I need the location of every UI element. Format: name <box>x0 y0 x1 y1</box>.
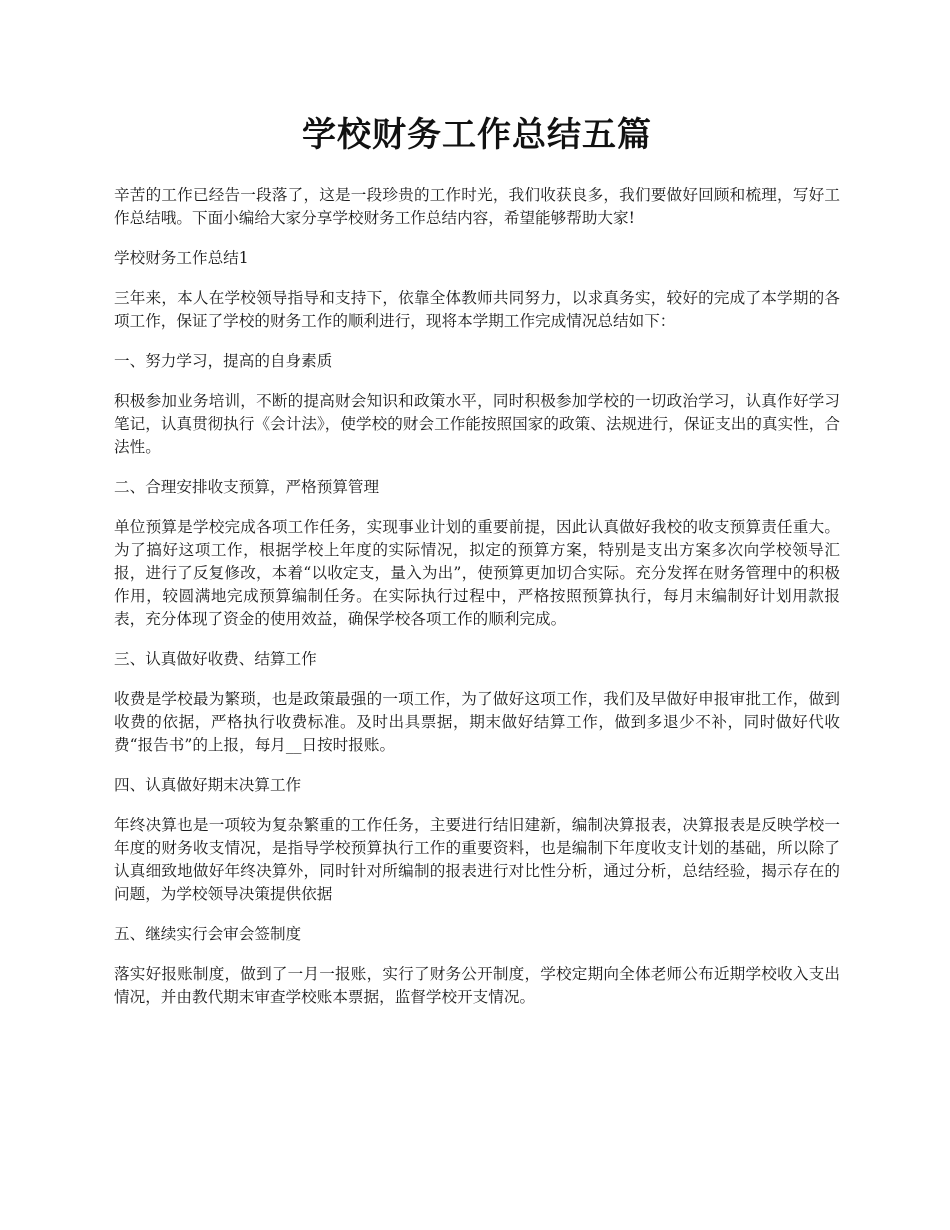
intro-paragraph: 辛苦的工作已经告一段落了，这是一段珍贵的工作时光，我们收获良多，我们要做好回顾和梳理，写好工作总结哦。下面小编给大家分享学校财务工作总结内容，希望能够帮助大家! <box>114 186 840 227</box>
paragraph-study: 积极参加业务培训，不断的提高财会知识和政策水平，同时积极参加学校的一切政治学习，认真作好学习笔记，认真贯彻执行《会计法》，使学校的财会工作能按照国家的政策、法规进行，保证支出的真实性，合法性。 <box>114 392 840 456</box>
paragraph-fees: 收费是学校最为繁琐，也是政策最强的一项工作，为了做好这项工作，我们及早做好申报审批工作，做到收费的依据，严格执行收费标准。及时出具票据，期末做好结算工作，做到多退少不补，同时做好代收费“报告书”的上报，每月__日按时报账。 <box>114 690 840 754</box>
paragraph-budget: 单位预算是学校完成各项工作任务，实现事业计划的重要前提，因此认真做好我校的收支预算责任重大。为了搞好这项工作，根据学校上年度的实际情况，拟定的预算方案，特别是支出方案多次向学校领导汇报，进行了反复修改，本着“以收定支，量入为出”，使预算更加切合实际。充分发挥在财务管理中的积极作用，较圆满地完成预算编制任务。在实际执行过程中，严格按照预算执行，每月末编制好计划用款报表，充分体现了资金的使用效益，确保学校各项工作的顺利完成。 <box>114 518 840 628</box>
heading-final-accounts: 四、认真做好期末决算工作 <box>114 776 302 794</box>
paragraph-final-accounts: 年终决算也是一项较为复杂繁重的工作任务，主要进行结旧建新，编制决算报表，决算报表是反映学校一年度的财务收支情况，是指导学校预算执行工作的重要资料，也是编制下年度收支计划的基础，所以除了认真细致地做好年终决算外，同时针对所编制的报表进行对比性分析，通过分析，总结经验，揭示存在的问题，为学校领导决策提供依据 <box>114 816 840 903</box>
section-title: 学校财务工作总结1 <box>114 249 249 267</box>
heading-review: 五、继续实行会审会签制度 <box>114 925 302 943</box>
document-title: 学校财务工作总结五篇 <box>302 115 652 155</box>
heading-budget: 二、合理安排收支预算，严格预算管理 <box>114 478 380 496</box>
section-intro-paragraph: 三年来，本人在学校领导指导和支持下，依靠全体教师共同努力，以求真务实，较好的完成了本学期的各项工作，保证了学校的财务工作的顺利进行，现将本学期工作完成情况总结如下： <box>114 289 840 330</box>
paragraph-review: 落实好报账制度，做到了一月一报账，实行了财务公开制度，学校定期向全体老师公布近期学校收入支出情况，并由教代期末审查学校账本票据，监督学校开支情况。 <box>114 965 840 1006</box>
heading-study: 一、努力学习，提高的自身素质 <box>114 352 333 370</box>
heading-fees: 三、认真做好收费、结算工作 <box>114 650 317 668</box>
